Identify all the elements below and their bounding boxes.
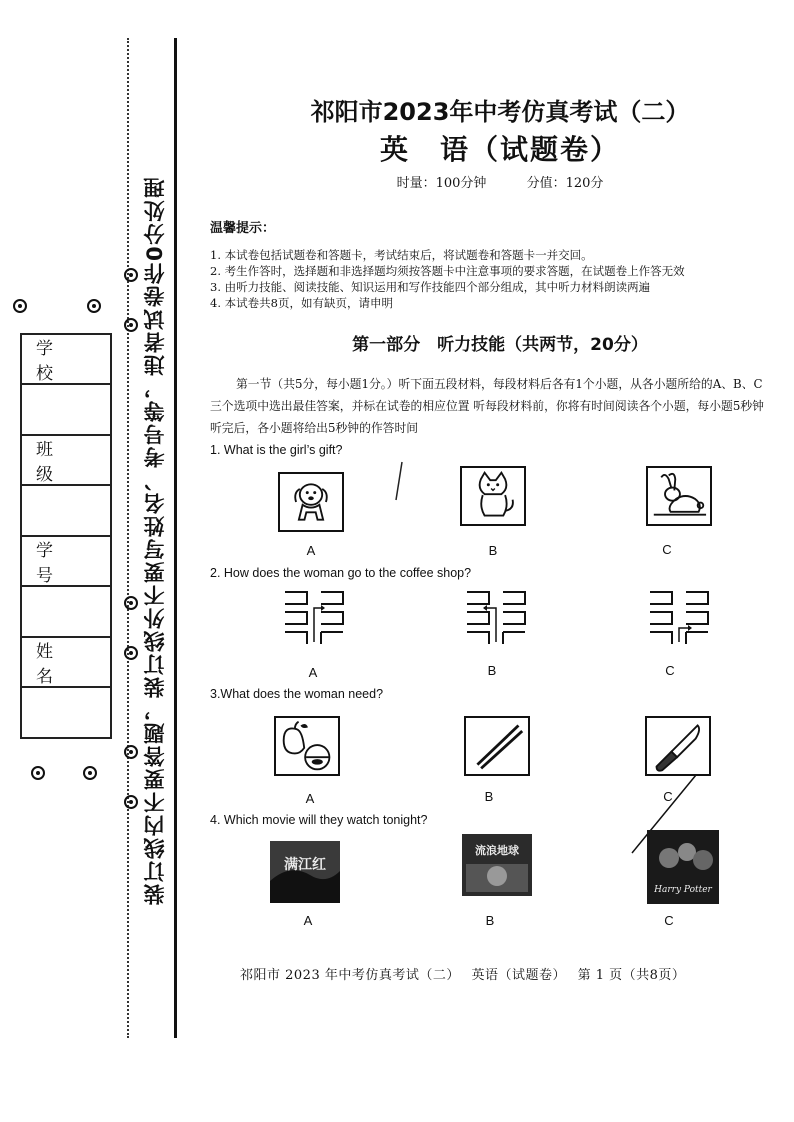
tip-item: 3. 由听力技能、阅读技能、知识运用和写作技能四个部分组成，其中听力材料朗读两遍 (210, 280, 651, 294)
option-label: C (663, 789, 673, 804)
route-map-a-icon[interactable] (281, 588, 347, 648)
binding-hole-icon (87, 299, 101, 313)
school-label: 学 校 (22, 335, 110, 385)
binding-hole-icon (124, 745, 138, 759)
binding-hole-icon (124, 596, 138, 610)
option-label: B (485, 913, 495, 928)
binding-hole-icon (31, 766, 45, 780)
binding-hole-icon (83, 766, 97, 780)
rabbit-icon[interactable] (646, 466, 712, 526)
binding-hole-icon (124, 795, 138, 809)
knife-icon[interactable] (645, 716, 711, 776)
student-id-field[interactable] (22, 587, 110, 638)
route-map-b-icon[interactable] (463, 588, 529, 648)
school-field[interactable] (22, 385, 110, 436)
name-label: 姓 名 (22, 638, 110, 688)
subject-title: 英 语（试题卷） (379, 133, 620, 166)
question-4: 4. Which movie will they watch tonight? (210, 813, 428, 827)
apple-icon[interactable] (274, 716, 340, 776)
option-label: C (664, 913, 674, 928)
student-id-label: 学 号 (22, 537, 110, 587)
binding-warning: 装订线内不要答题，装订线外不要写姓名、考号等，违者试卷作0分处理 (143, 175, 167, 905)
binding-hole-icon (124, 318, 138, 332)
option-label: A (308, 665, 318, 680)
tip-item: 1. 本试卷包括试题卷和答题卡，考试结束后，将试题卷和答题卡一并交回。 (210, 248, 593, 262)
class-field[interactable] (22, 486, 110, 537)
option-label: A (306, 543, 316, 558)
class-label: 班 级 (22, 436, 110, 486)
option-label: A (305, 791, 315, 806)
route-map-c-icon[interactable] (646, 588, 712, 648)
binding-hole-icon (124, 646, 138, 660)
part-title: 第一部分 听力技能（共两节，20分） (352, 335, 648, 355)
page-footer: 祁阳市 2023 年中考仿真考试（二） 英语（试题卷） 第 1 页（共8页） (240, 968, 686, 983)
option-label: C (662, 542, 672, 557)
tip-item: 4. 本试卷共8页，如有缺页，请申明 (210, 296, 393, 310)
section-intro: 第一节（共5分，每小题1分。）听下面五段材料，每段材料后各有1个小题，从各小题所给的A、B、C三个选项中选出最佳答案，并标在试卷的相应位置 听每段材料前，你将有时间阅读各个小题，每小题5秒钟 听完后，各小题将给出5秒钟的作答时间 (210, 377, 764, 435)
binding-hole-icon (13, 299, 27, 313)
name-field[interactable] (22, 688, 110, 739)
poster-title-a: 满江红 (284, 857, 326, 873)
exam-meta (200, 172, 794, 191)
student-info-box (20, 333, 112, 739)
tip-item: 2. 考生作答时，选择题和非选择题均须按答题卡中注意事项的要求答题，在试题卷上作答无效 (210, 264, 685, 278)
option-label: C (665, 663, 675, 678)
question-1: 1. What is the girl’s gift? (210, 443, 343, 457)
exam-title: 祁阳市2023年中考仿真考试（二） (310, 98, 690, 126)
cat-icon[interactable] (460, 466, 526, 526)
exam-time: 时量：100分钟 (396, 176, 487, 191)
pen-stroke-mark (393, 460, 405, 502)
binding-hole-icon (124, 268, 138, 282)
dog-icon[interactable] (278, 472, 344, 532)
chopsticks-icon[interactable] (464, 716, 530, 776)
exam-score: 分值：120分 (526, 176, 604, 191)
option-label: A (303, 913, 313, 928)
question-3: 3.What does the woman need? (210, 687, 384, 701)
tips-title: 温馨提示： (210, 221, 276, 236)
poster-title-c: Harry Potter (654, 885, 712, 895)
option-label: B (484, 789, 494, 804)
binding-solid-line (174, 38, 177, 1038)
movie-poster-c[interactable] (647, 830, 719, 904)
option-label: B (487, 663, 497, 678)
question-2: 2. How does the woman go to the coffee shop? (210, 566, 472, 580)
poster-title-b: 流浪地球 (475, 844, 519, 857)
movie-poster-a[interactable] (270, 841, 340, 903)
movie-poster-b[interactable] (462, 834, 532, 896)
option-label: B (488, 543, 498, 558)
binding-dotted-line (127, 38, 129, 1038)
tips-list (210, 247, 770, 311)
